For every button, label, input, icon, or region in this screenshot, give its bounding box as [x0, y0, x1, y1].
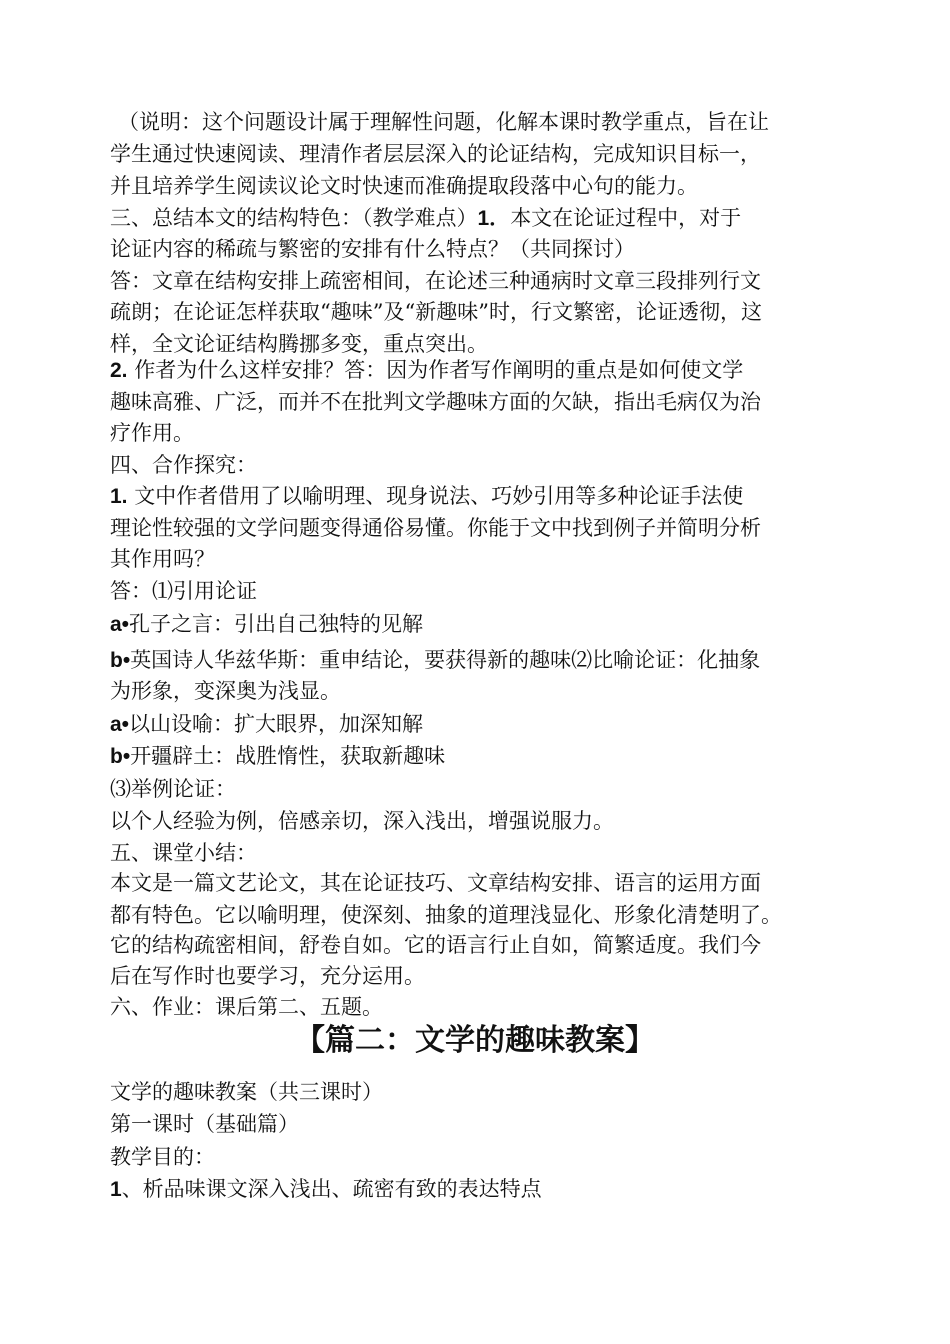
paragraph-line: 文学的趣味教案（共三课时）	[110, 1080, 383, 1104]
paragraph-line: 答：⑴引用论证	[110, 579, 257, 603]
paragraph-line: 1. 文中作者借用了以喻明理、现身说法、巧妙引用等多种论证手法使	[110, 484, 744, 508]
section-heading-3: 三、总结本文的结构特色：（教学难点）1．本文在论证过程中，对于	[110, 206, 742, 230]
paragraph-line: 趣味高雅、广泛，而并不在批判文学趣味方面的欠缺，指出毛病仅为治	[110, 390, 761, 414]
paragraph-line: 答：文章在结构安排上疏密相间，在论述三种通病时文章三段排列行文	[110, 269, 761, 293]
paragraph-line: 1、析品味课文深入浅出、疏密有致的表达特点	[110, 1177, 542, 1201]
paragraph-line: 2. 作者为什么这样安排？答：因为作者写作阐明的重点是如何使文学	[110, 358, 744, 382]
paragraph-line: 都有特色。它以喻明理，使深刻、抽象的道理浅显化、形象化清楚明了。	[110, 903, 782, 927]
bullet-item: a•孔子之言：引出自己独特的见解	[110, 612, 424, 636]
paragraph-line: 其作用吗？	[110, 547, 215, 571]
paragraph-line: ⑶举例论证：	[110, 777, 236, 801]
bullet-item: b•开疆辟土：战胜惰性，获取新趣味	[110, 744, 446, 768]
paragraph-line: 教学目的：	[110, 1145, 215, 1169]
paragraph-line: 疏朗；在论证怎样获取“趣味”及“新趣味”时，行文繁密，论证透彻，这	[110, 300, 762, 324]
paragraph-line: 以个人经验为例，倍感亲切，深入浅出，增强说服力。	[110, 809, 614, 833]
bullet-marker: a•	[110, 713, 130, 736]
paragraph-line: 疗作用。	[110, 421, 194, 445]
paragraph-line: 学生通过快速阅读、理清作者层层深入的论证结构，完成知识目标一，	[110, 142, 761, 166]
item-number: 2.	[110, 359, 128, 382]
paragraph-line: 第一课时（基础篇）	[110, 1112, 299, 1136]
bullet-marker: b•	[110, 649, 131, 672]
section-heading-4: 四、合作探究：	[110, 453, 257, 477]
bullet-item: b•英国诗人华兹华斯：重申结论，要获得新的趣味⑵比喻论证：化抽象	[110, 648, 761, 672]
section-title: 【篇二：文学的趣味教案】	[295, 1023, 655, 1058]
paragraph-line: 它的结构疏密相间，舒卷自如。它的语言行止自如，简繁适度。我们今	[110, 933, 761, 957]
item-number: 1.	[110, 485, 128, 508]
bullet-item: a•以山设喻：扩大眼界，加深知解	[110, 712, 424, 736]
paragraph-line: 并且培养学生阅读议论文时快速而准确提取段落中心句的能力。	[110, 174, 698, 198]
paragraph-line: 后在写作时也要学习，充分运用。	[110, 964, 425, 988]
paragraph-line: 为形象，变深奥为浅显。	[110, 679, 341, 703]
paragraph-line: 论证内容的稀疏与繁密的安排有什么特点？（共同探讨）	[110, 237, 635, 261]
paragraph-line: 样，全文论证结构腾挪多变，重点突出。	[110, 332, 488, 356]
section-heading-5: 五、课堂小结：	[110, 841, 257, 865]
item-number: 1	[110, 1178, 122, 1201]
paragraph-line: 本文是一篇文艺论文，其在论证技巧、文章结构安排、语言的运用方面	[110, 871, 761, 895]
paragraph-line: （说明：这个问题设计属于理解性问题，化解本课时教学重点，旨在让	[118, 110, 769, 134]
bullet-marker: b•	[110, 745, 131, 768]
section-heading-6: 六、作业：课后第二、五题。	[110, 995, 383, 1019]
paragraph-line: 理论性较强的文学问题变得通俗易懂。你能于文中找到例子并简明分析	[110, 516, 761, 540]
item-number: 1．	[477, 207, 511, 230]
bullet-marker: a•	[110, 613, 130, 636]
